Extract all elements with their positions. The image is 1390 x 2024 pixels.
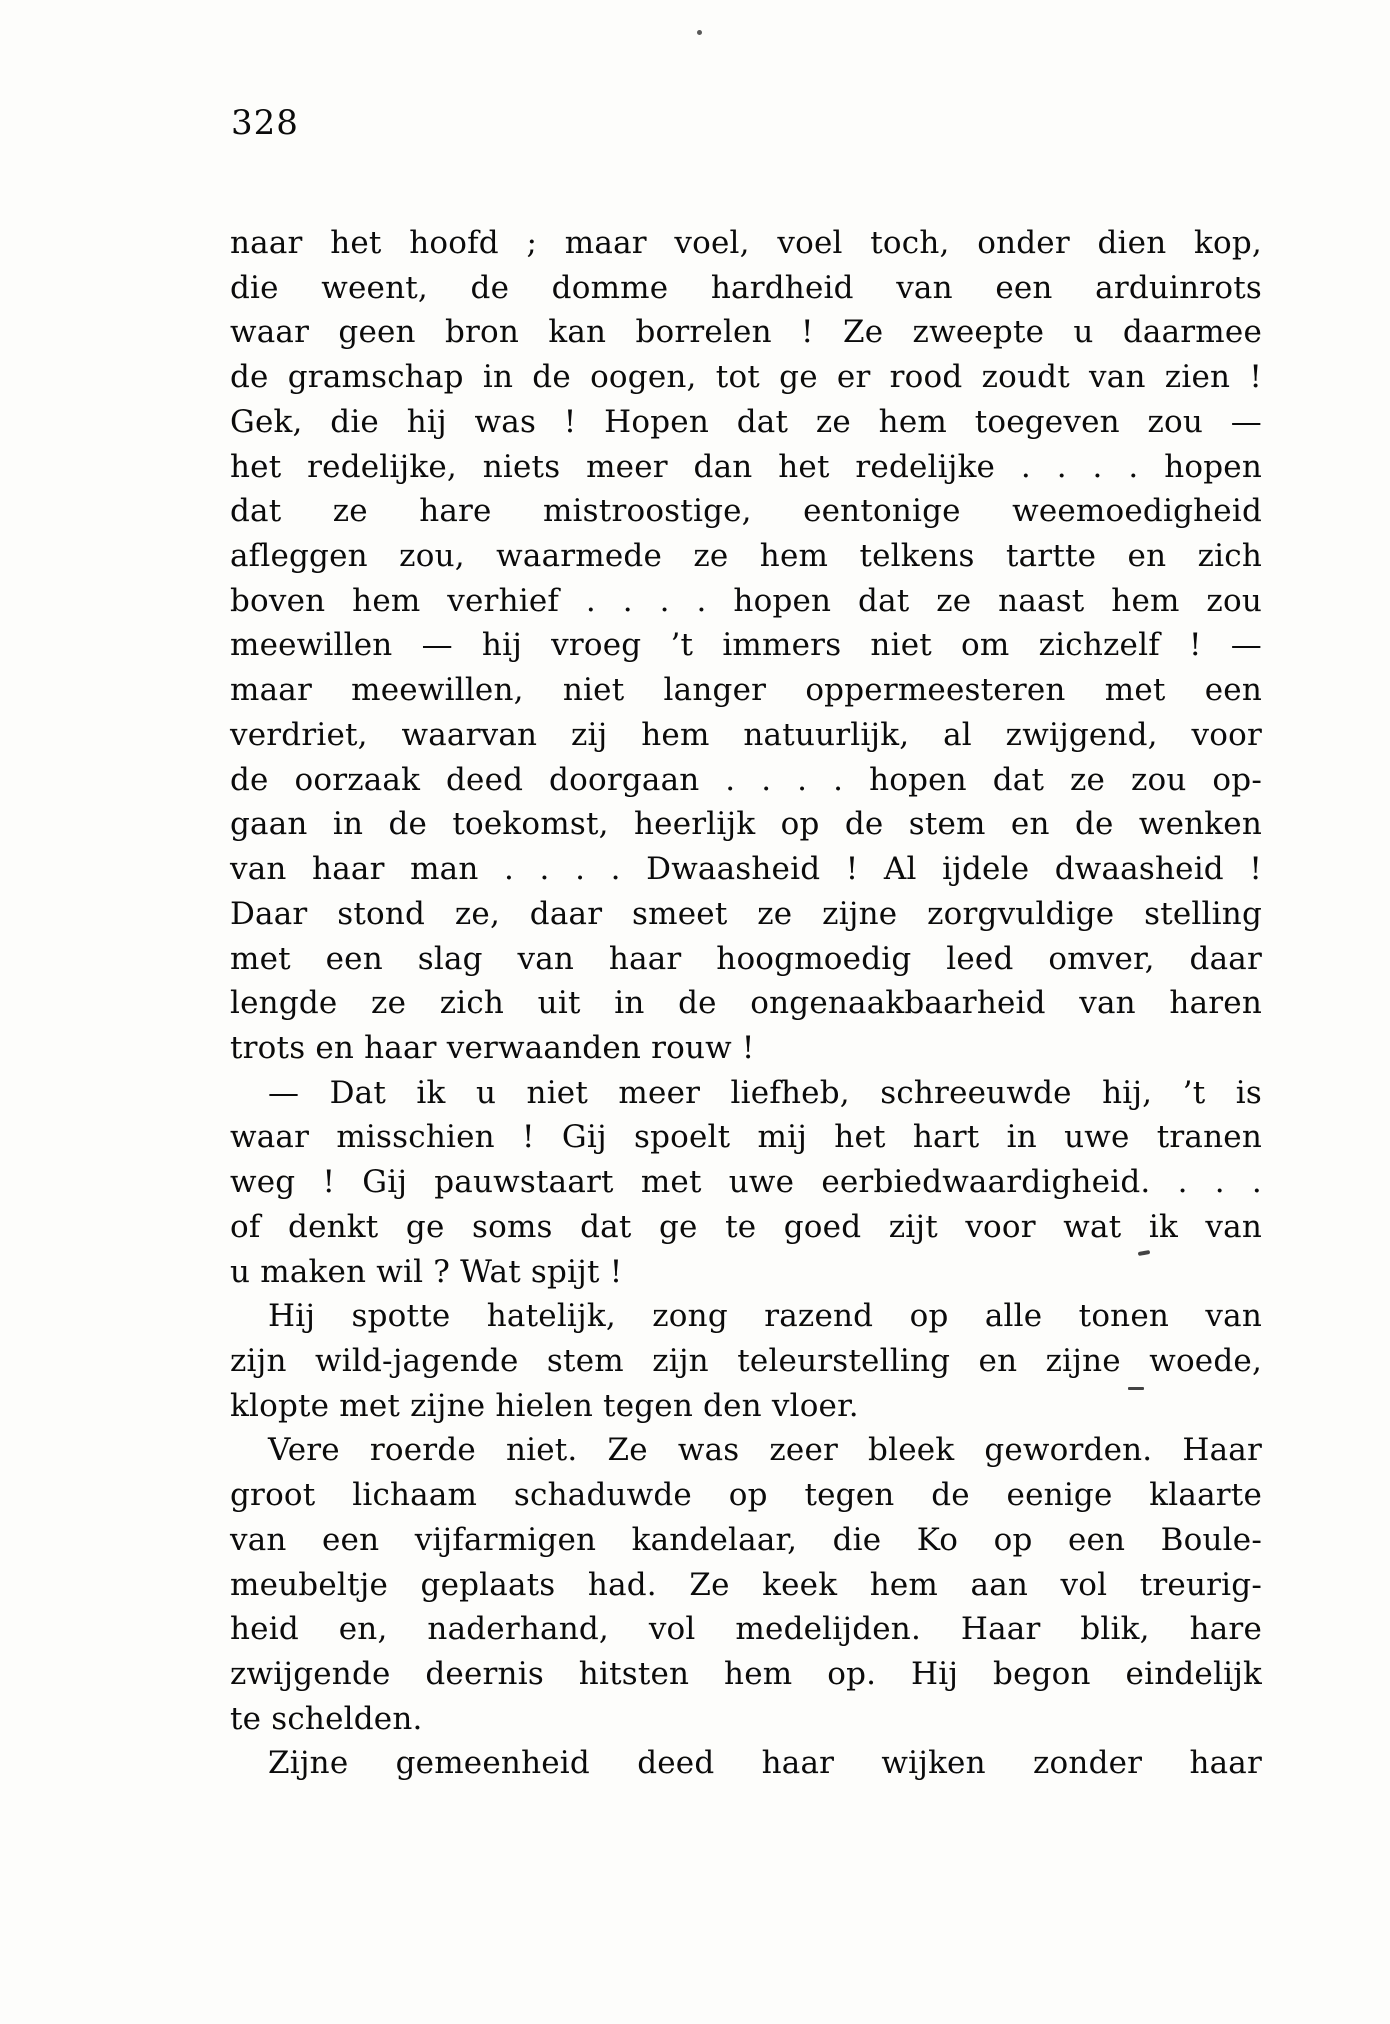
text-line: met een slag van haar hoogmoedig leed omver, daar [230, 940, 1262, 977]
text-line: te schelden. [230, 1700, 423, 1737]
text-line: trots en haar verwaanden rouw ! [230, 1029, 755, 1066]
text-line: dat ze hare mistroostige, eentonige weemoedigheid [230, 493, 1262, 530]
text-line: u maken wil ? Wat spijt ! [230, 1253, 623, 1290]
scan-speck [697, 30, 702, 35]
text-line: zwijgende deernis hitsten hem op. Hij begon eindelijk [230, 1656, 1262, 1692]
text-line: verdriet, waarvan zij hem natuurlijk, al zwijgend, voor [230, 716, 1262, 753]
text-block [230, 221, 1262, 1786]
text-line: de gramschap in de oogen, tot ge er rood zoudt van zien ! [230, 359, 1262, 396]
text-line: klopte met zijne hielen tegen den vloer. [230, 1387, 859, 1424]
text-line: afleggen zou, waarmede ze hem telkens tartte en zich [230, 538, 1262, 575]
paragraph [230, 221, 1262, 1071]
page-number: 328 [231, 103, 299, 143]
text-line: weg ! Gij pauwstaart met uwe eerbiedwaardigheid. . . . [230, 1164, 1262, 1201]
text-line: het redelijke, niets meer dan het redelijke . . . . hopen [230, 448, 1262, 485]
text-line: van haar man . . . . Dwaasheid ! Al ijdele dwaasheid ! [230, 851, 1262, 888]
text-line: zijn wild-jagende stem zijn teleurstelling en zijne woede, [230, 1342, 1262, 1379]
text-line: Gek, die hij was ! Hopen dat ze hem toegeven zou — [230, 403, 1262, 440]
text-line: naar het hoofd ; maar voel, voel toch, onder dien kop, [230, 225, 1262, 261]
text-line: boven hem verhief . . . . hopen dat ze naast hem zou [230, 582, 1262, 619]
paragraph [230, 1741, 1262, 1786]
text-line: of denkt ge soms dat ge te goed zijt voor wat ik van [230, 1208, 1262, 1245]
text-line: Hij spotte hatelijk, zong razend op alle tonen van [268, 1298, 1262, 1335]
text-line: die weent, de domme hardheid van een arduinrots [230, 269, 1262, 306]
paragraph [230, 1294, 1262, 1428]
text-line: lengde ze zich uit in de ongenaakbaarheid van haren [230, 985, 1262, 1022]
text-line: Vere roerde niet. Ze was zeer bleek geworden. Haar [268, 1432, 1262, 1469]
text-line: Daar stond ze, daar smeet ze zijne zorgvuldige stelling [230, 895, 1262, 932]
text-line: de oorzaak deed doorgaan . . . . hopen dat ze zou op- [230, 761, 1262, 798]
text-line: waar misschien ! Gij spoelt mij het hart in uwe tranen [230, 1119, 1262, 1156]
text-line: heid en, naderhand, vol medelijden. Haar blik, hare [230, 1611, 1262, 1648]
text-line: groot lichaam schaduwde op tegen de eenige klaarte [230, 1477, 1262, 1514]
text-line: gaan in de toekomst, heerlijk op de stem en de wenken [230, 806, 1262, 843]
text-line: meewillen — hij vroeg ’t immers niet om zichzelf ! — [230, 627, 1262, 664]
text-line: waar geen bron kan borrelen ! Ze zweepte u daarmee [230, 314, 1262, 351]
text-line: van een vijfarmigen kandelaar, die Ko op een Boule- [230, 1521, 1262, 1558]
text-line: — Dat ik u niet meer liefheb, schreeuwde hij, ’t is [268, 1074, 1262, 1111]
paragraph [230, 1428, 1262, 1741]
scan-artifact [1128, 1387, 1144, 1390]
paragraph [230, 1071, 1262, 1295]
text-line: meubeltje geplaats had. Ze keek hem aan vol treurig- [230, 1566, 1262, 1603]
text-line: maar meewillen, niet langer oppermeesteren met een [230, 672, 1262, 709]
text-line: Zijne gemeenheid deed haar wijken zonder haar [268, 1745, 1262, 1782]
